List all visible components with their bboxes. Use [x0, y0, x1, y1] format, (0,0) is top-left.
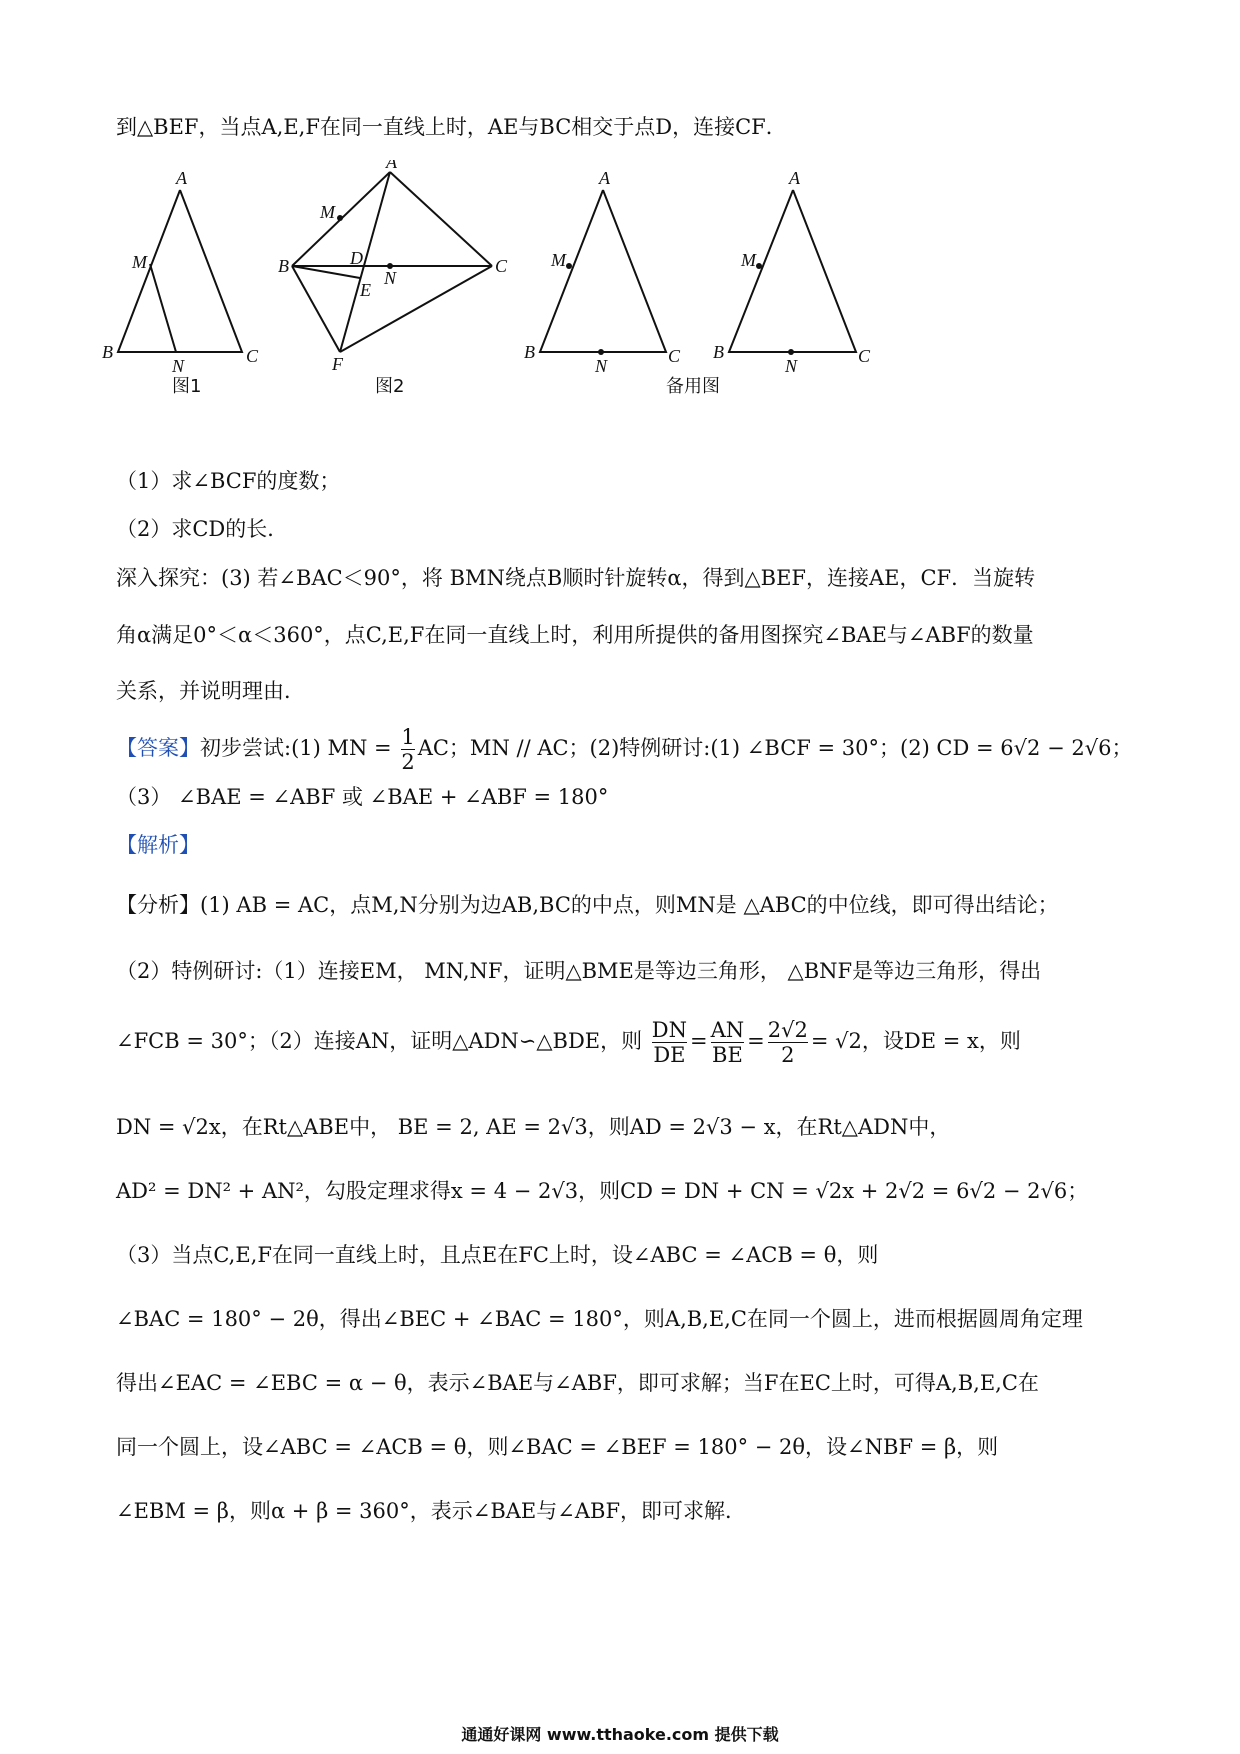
question-3-line-3: 关系，并说明理由．	[116, 679, 305, 703]
fig4-label-a: A	[789, 168, 800, 188]
fig3-label-a: A	[599, 168, 610, 188]
fraction-one-half: $\frac{1}{2}$	[401, 725, 415, 774]
analysis-line-5: AD² = DN² + AN²，勾股定理求得x = 4 − 2√3，则CD = DN + CN = √2x + 2√2 = 6√2 − 2√6；	[116, 1179, 1089, 1203]
figure-group	[100, 160, 1000, 450]
question-3-line-1: 深入探究：(3) 若∠BAC＜90°，将 BMN绕点B顺时针旋转α，得到△BEF，连接AE，CF．当旋转	[116, 566, 1036, 590]
analysis-line-9: 同一个圆上，设∠ABC = ∠ACB = θ，则∠BAC = ∠BEF = 180° − 2θ，设∠NBF = β，则	[116, 1435, 999, 1459]
fig2-ac	[390, 172, 492, 266]
footer-watermark: 通通好课网 www.tthaoke.com 提供下载	[461, 1725, 779, 1744]
fraction-an-be: $\frac{AN}{BE}$	[710, 1018, 745, 1067]
fig4-label-m: M	[741, 250, 756, 270]
fig3-triangle	[540, 190, 666, 352]
fig2-label-e: E	[360, 280, 371, 300]
fig1-segment-mn	[150, 264, 176, 352]
analysis-line-4: DN = √2x，在Rt△ABE中， BE = 2, AE = 2√3，则AD = 2√3 − x，在Rt△ADN中，	[116, 1115, 951, 1139]
fig1-label-m: M	[132, 252, 147, 272]
fraction-2root2-2: $\frac{2√2}{2}$	[767, 1018, 808, 1067]
fig2-label-b: B	[278, 256, 289, 276]
fig1-label-a: A	[176, 168, 187, 188]
text-line-1: 到△BEF，当点A,E,F在同一直线上时，AE与BC相交于点D，连接CF．	[116, 115, 787, 139]
fig2-label-d: D	[350, 248, 363, 268]
geometry-figures	[100, 160, 1000, 450]
fig2-label-a: A	[386, 160, 397, 172]
caption-spare: 备用图	[666, 376, 720, 397]
fig2-label-c: C	[495, 256, 508, 276]
fig3-label-c: C	[668, 346, 681, 366]
fig2-label-n: N	[384, 268, 397, 288]
analysis-line-2: （2）特例研讨:（1）连接EM， MN,NF，证明△BME是等边三角形， △BNF是等边三角形，得出	[116, 959, 1042, 983]
analysis-line-7: ∠BAC = 180° − 2θ，得出∠BEC + ∠BAC = 180°，则A,B,E,C在同一个圆上，进而根据圆周角定理	[116, 1307, 1083, 1331]
answer-part-b: AC；MN // AC；(2)特例研讨:(1) ∠BCF = 30°；(2) CD = 6√2 − 2√6；	[417, 736, 1133, 760]
analysis-line-6: （3）当点C,E,F在同一直线上时，且点E在FC上时，设∠ABC = ∠ACB = θ，则	[116, 1243, 879, 1267]
analysis-line-10: ∠EBM = β，则α + β = 360°，表示∠BAE与∠ABF，即可求解．	[116, 1499, 747, 1523]
fig4-label-b: B	[713, 342, 724, 362]
fig1-label-c: C	[246, 346, 259, 366]
fig3-label-n: N	[595, 356, 608, 376]
caption-fig1: 图1	[172, 376, 202, 397]
fig4-point-m	[756, 263, 762, 269]
fig3-label-b: B	[524, 342, 535, 362]
fig2-af	[340, 172, 390, 352]
fig2-label-f: F	[332, 354, 343, 374]
answer-line-1	[116, 724, 1132, 774]
caption-fig2: 图2	[375, 376, 405, 397]
fig1-label-b: B	[102, 342, 113, 362]
fig3-point-n	[598, 349, 604, 355]
analysis-line-8: 得出∠EAC = ∠EBC = α − θ，表示∠BAE与∠ABF，即可求解；当F在EC上时，可得A,B,E,C在	[116, 1371, 1039, 1395]
question-3-line-2: 角α满足0°＜α＜360°，点C,E,F在同一直线上时，利用所提供的备用图探究∠BAE与∠ABF的数量	[116, 623, 1034, 647]
analysis-label: 【解析】	[116, 833, 200, 857]
fig4-point-n	[788, 349, 794, 355]
fig4-label-c: C	[858, 346, 871, 366]
answer-line-2: （3） ∠BAE = ∠ABF 或 ∠BAE + ∠ABF = 180°	[116, 785, 609, 809]
fig2-label-m: M	[320, 202, 335, 222]
fig2-bf	[292, 266, 340, 352]
answer-part-a: 初步尝试:(1) MN =	[200, 736, 399, 760]
fig3-point-m	[566, 263, 572, 269]
fig2-fc	[340, 266, 492, 352]
question-1: （1）求∠BCF的度数；	[116, 469, 341, 493]
fig3-label-m: M	[551, 250, 566, 270]
fraction-dn-de: $\frac{DN}{DE}$	[651, 1018, 688, 1067]
fig2-point-m	[337, 215, 343, 221]
fig4-label-n: N	[785, 356, 798, 376]
analysis-line-3: ∠FCB = 30°；（2）连接AN，证明△ADN∽△BDE，则 $\frac{DN}{DE}$ = $\frac{AN}{BE}$ = $\frac{2√2}{2}$ = √2，设DE = x，则	[116, 1018, 1021, 1067]
answer-label: 【答案】	[116, 736, 200, 760]
question-2: （2）求CD的长．	[116, 517, 289, 541]
fig1-label-n: N	[172, 356, 185, 376]
analysis-line-1: 【分析】(1) AB = AC，点M,N分别为边AB,BC的中点，则MN是 △ABC的中位线，即可得出结论；	[116, 893, 1059, 917]
fig4-triangle	[729, 190, 856, 352]
